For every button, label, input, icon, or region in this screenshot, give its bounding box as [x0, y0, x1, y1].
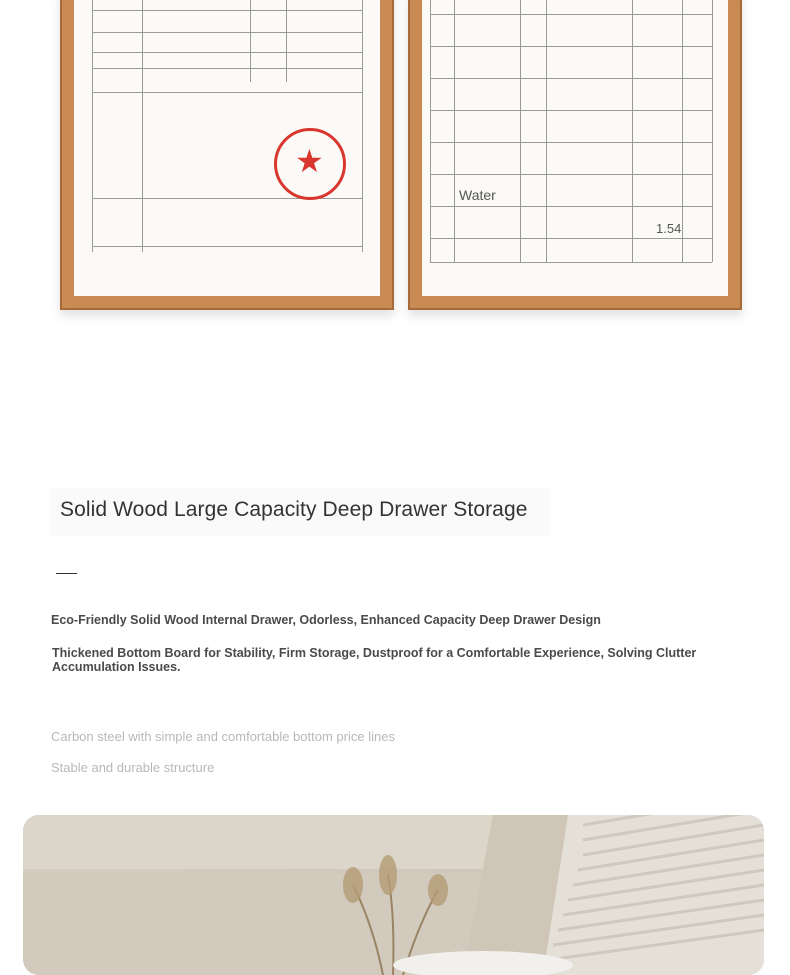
note-text-1: Carbon steel with simple and comfortable bottom price lines	[51, 729, 395, 744]
feature-text-1: Eco-Friendly Solid Wood Internal Drawer, Odorless, Enhanced Capacity Deep Drawer Design	[51, 613, 601, 627]
overlay-number: 1.54	[656, 221, 682, 236]
certificate-frame-right	[408, 0, 742, 310]
divider	[56, 573, 77, 574]
note-text-2: Stable and durable structure	[51, 760, 215, 775]
certificate-paper-left	[74, 0, 380, 296]
headline-box	[50, 488, 550, 536]
sofa-photo	[23, 815, 764, 975]
certificate-paper-right	[422, 0, 728, 296]
red-seal-icon: ★	[274, 128, 346, 200]
page-title: Solid Wood Large Capacity Deep Drawer Storage	[60, 498, 528, 521]
certificate-images	[0, 0, 790, 340]
sofa-photo-illustration	[23, 815, 764, 975]
overlay-word: Water	[459, 187, 496, 203]
certificate-frame-left	[60, 0, 394, 310]
feature-text-2: Thickened Bottom Board for Stability, Firm Storage, Dustproof for a Comfortable Experience, Solving Clutter Accumulation Issues.	[52, 646, 697, 674]
